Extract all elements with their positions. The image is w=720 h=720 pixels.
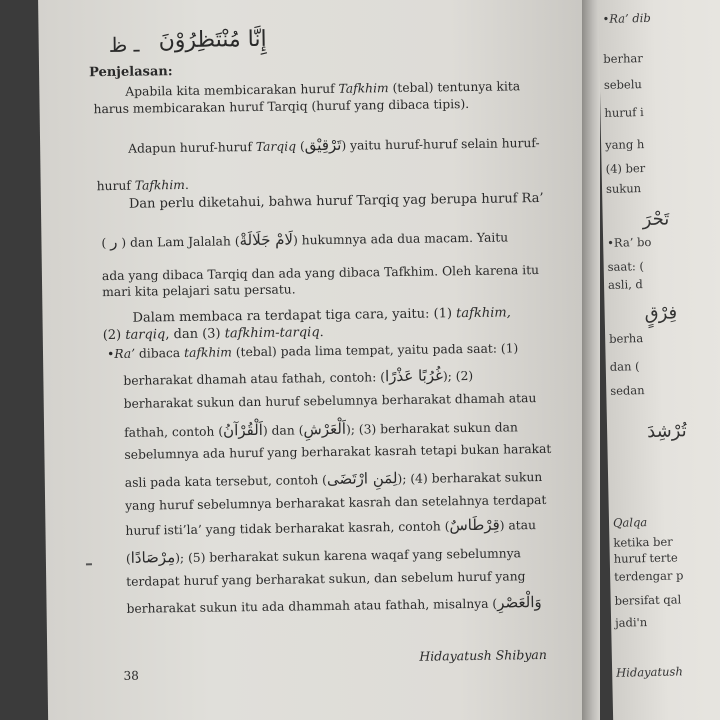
bullet-line-11 <box>126 595 541 617</box>
text-run: تَرْقِيْق <box>304 135 342 155</box>
text-run: قِرْطَاسٌ <box>449 515 500 535</box>
text-run: . <box>319 325 324 341</box>
text-run: Apabila kita membicarakan huruf <box>125 81 339 99</box>
text-run: dibaca <box>134 345 185 361</box>
text-run: لِمَنِ ارْتَضَى <box>326 469 398 489</box>
bullet-line-5: sebelumnya ada huruf yang berharakat kasrah tetapi bukan harakat <box>124 441 552 462</box>
right-page-line: sedan <box>610 383 645 398</box>
text-run: ); (4) berharakat sukun <box>397 470 543 487</box>
text-run: Dalam membaca ra terdapat tiga cara, yaitu: (1) <box>132 306 457 326</box>
text-run: (tebal) tentunya kita <box>388 79 521 96</box>
right-page-line: dan ( <box>609 359 640 374</box>
text-run: • <box>106 346 115 362</box>
right-page-line: sebelu <box>603 77 642 92</box>
right-page-line: Qalqa <box>612 515 648 530</box>
left-page <box>38 0 596 720</box>
right-page <box>598 0 720 720</box>
paragraph-2-line-1 <box>128 135 540 157</box>
paragraph-1-line-2: harus membicarakan huruf Tarqiq (huruf yang dibaca tipis). <box>93 96 470 117</box>
text-run: غُرُبًا عَذْرًا <box>384 366 444 386</box>
right-page-line: sukun <box>605 181 642 196</box>
text-run: ( <box>125 551 131 566</box>
right-page-line: berha <box>609 331 644 346</box>
text-run: ); (2) <box>442 368 474 384</box>
right-page-line: yang h <box>604 137 645 152</box>
text-run: . <box>184 177 189 192</box>
text-run: ) yaitu huruf-huruf selain huruf- <box>341 136 540 153</box>
right-page-line: jadi'n <box>614 615 648 630</box>
text-run: tafkhim <box>184 345 233 360</box>
book-spine <box>582 0 600 720</box>
right-page-line: فِرْقٍ <box>644 302 678 325</box>
right-page-line: Hidayatush <box>616 664 683 680</box>
page-number: 38 <box>123 668 139 683</box>
text-run: tafkhim, <box>456 305 511 322</box>
text-run: huruf isti’la’ yang tidak berharakat kasrah, contoh ( <box>125 519 450 538</box>
paragraph-2-line-2 <box>97 178 189 194</box>
text-run: ر <box>110 232 118 252</box>
right-page-line: berhar <box>603 51 643 66</box>
text-run: ) atau <box>499 518 537 533</box>
right-page-line: terdengar p <box>614 568 684 584</box>
right-page-line: •Ra’ dib <box>602 10 651 26</box>
right-page-line: تُرْشِدَ <box>646 420 687 443</box>
text-run: berharakat sukun itu ada dhammah atau fathah, misalnya ( <box>126 596 498 616</box>
paragraph-4-line-2 <box>103 325 324 343</box>
text-run: لَامْ جَلَالَةْ <box>239 230 294 250</box>
paragraph-3-line-4: mari kita pelajari satu persatu. <box>102 282 296 300</box>
text-run: ) dan Lam Jalalah ( <box>117 234 240 250</box>
text-run: tarqiq <box>125 327 166 343</box>
right-page-line: (4) ber <box>605 161 646 176</box>
bullet-line-9 <box>126 545 521 567</box>
paragraph-3-line-2 <box>101 229 508 251</box>
paragraph-3-line-3: ada yang dibaca Tarqiq dan ada yang dibaca Tafkhim. Oleh karena itu <box>101 263 540 284</box>
header-arabic: إِنَّا مُنْتَظِرُوْنَ <box>158 26 267 54</box>
paragraph-3-line-1: Dan perlu diketahui, bahwa huruf Tarqiq yag berupa huruf Ra’ <box>128 190 544 212</box>
bullet-line-3: berharakat sukun dan huruf sebelumnya berharakat dhamah atau <box>123 391 537 411</box>
right-page-line: •Ra’ bo <box>607 234 652 250</box>
text-run: وَالْعَصْرِ <box>497 593 542 612</box>
text-run: Ra’ <box>114 346 136 361</box>
text-run: Adapun huruf-huruf <box>128 139 256 156</box>
text-run: ( <box>101 236 111 251</box>
right-page-line: huruf i <box>604 105 644 120</box>
text-run: ); (3) berharakat sukun dan <box>345 420 518 437</box>
text-run: asli pada kata tersebut, contoh ( <box>124 473 328 490</box>
text-run: ); (5) berharakat sukun karena waqaf yang sebelumnya <box>175 546 522 566</box>
bullet-line-6 <box>125 469 543 491</box>
right-page-line: bersifat qal <box>614 592 682 608</box>
bullet-line-4 <box>124 419 518 440</box>
text-run: ) hukumnya ada dua macam. Yaitu <box>292 230 509 248</box>
text-run: اَلْقُرْآنُ <box>222 420 264 440</box>
text-run: (2) <box>102 327 126 344</box>
text-run: مِرْصَادًا <box>130 548 176 567</box>
bullet-line-10: terdapat huruf yang berharakat sukun, dan sebelum huruf yang <box>126 569 526 589</box>
right-page-line: huruf terte <box>613 550 678 566</box>
right-page-line: asli, d <box>607 277 643 292</box>
text-run: (tebal) pada lima tempat, yaitu pada saat: (1) <box>231 341 519 360</box>
text-run: ( <box>295 139 305 154</box>
text-run: Tafkhim <box>338 81 389 96</box>
text-run: Tafkhim <box>134 177 185 193</box>
bullet-line-2 <box>123 368 473 389</box>
paragraph-4-line-1 <box>132 305 510 325</box>
text-run: fathah, contoh ( <box>124 424 224 440</box>
text-run: اَلْعَرْشِ <box>303 419 347 439</box>
text-run: ) dan ( <box>262 423 304 438</box>
text-run: tafkhim-tarqiq <box>224 325 320 342</box>
bullet-line-7: yang huruf sebelumnya berharakat kasrah dan setelahnya terdapat <box>125 492 547 513</box>
right-page-line: تَحْرَ <box>642 208 670 231</box>
ink-mark <box>86 563 92 565</box>
book-title-footer: Hidayatush Shibyan <box>419 646 547 664</box>
text-run: Tarqiq <box>255 139 297 154</box>
bullet-line-1 <box>107 341 518 362</box>
text-run: , dan (3) <box>165 326 225 343</box>
right-page-line: ketika ber <box>613 534 673 550</box>
right-page-line: saat: ( <box>607 259 645 274</box>
section-heading: Penjelasan: <box>89 64 173 81</box>
header-marker: ـ ظ <box>108 32 140 58</box>
text-run: huruf <box>96 178 135 194</box>
bullet-line-8 <box>125 517 536 539</box>
text-run: berharakat dhamah atau fathah, contoh: ( <box>123 370 386 388</box>
